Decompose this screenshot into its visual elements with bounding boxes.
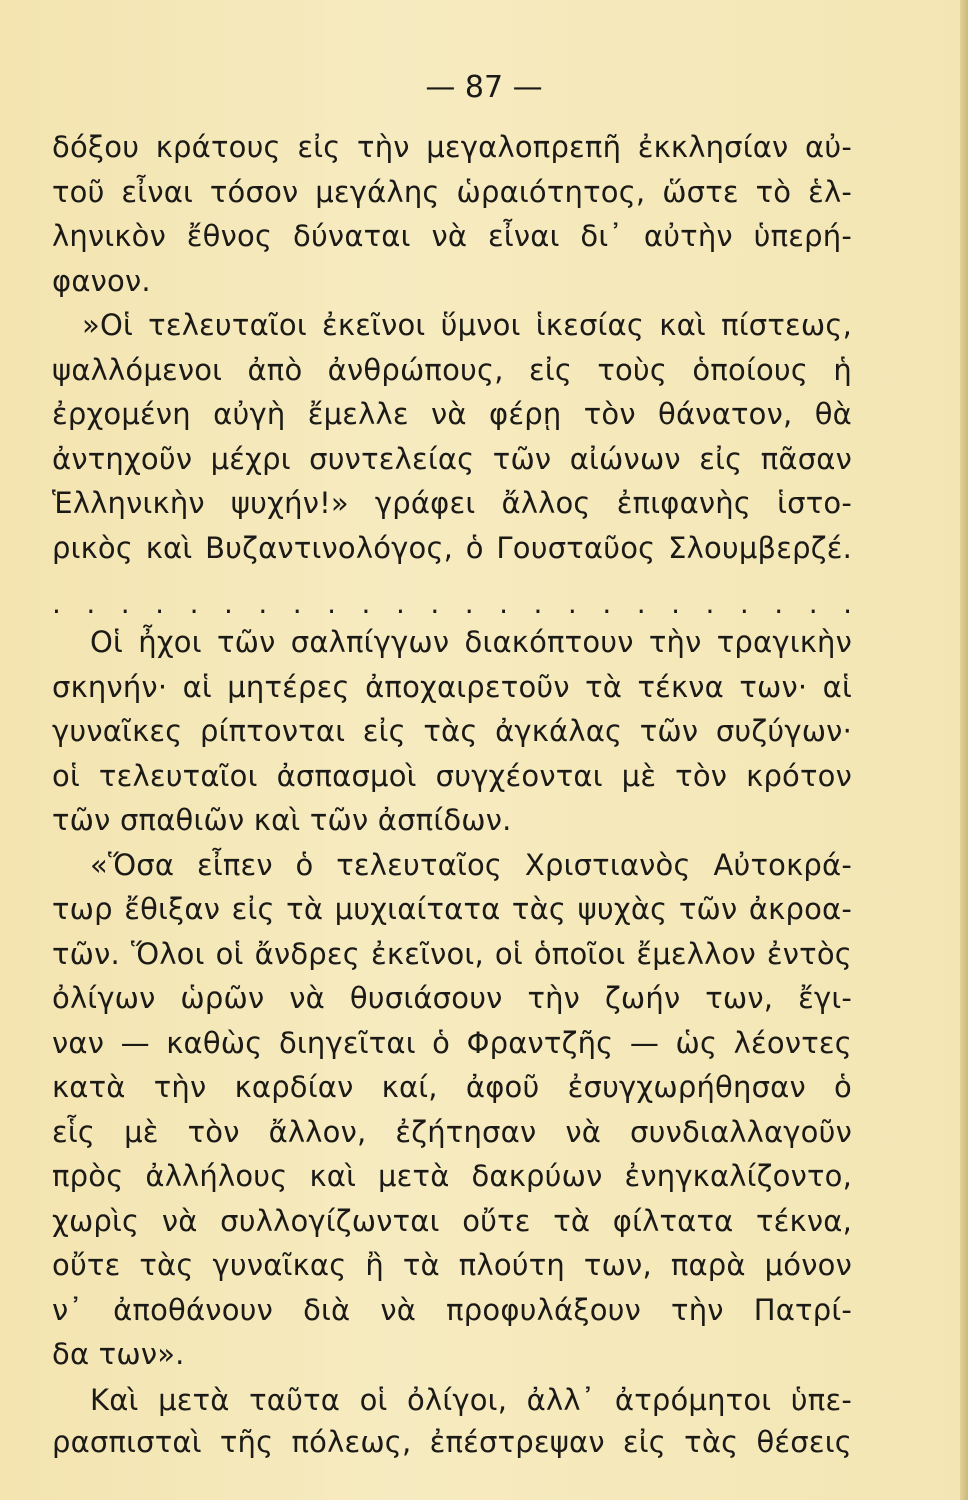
text-line: «Ὅσα εἶπεν ὁ τελευταῖος Χριστιανὸς Αὐτοκρά- — [90, 848, 852, 882]
text-line: δόξου κράτους εἰς τὴν μεγαλοπρεπῆ ἐκκλησίαν αὐ- — [52, 130, 852, 164]
text-line: φανον. — [52, 264, 151, 298]
text-line: Καὶ μετὰ ταῦτα οἱ ὀλίγοι, ἀλλ᾽ ἀτρόμητοι ὑπε- — [90, 1383, 852, 1417]
text-line: οὔτε τὰς γυναῖκας ἢ τὰ πλούτη των, παρὰ μόνον — [52, 1248, 852, 1282]
text-line: δα των». — [52, 1337, 185, 1371]
section-separator: . . . . . . . . . . . . . . . . . . . . . . . . — [52, 587, 852, 620]
text-line: Οἱ ἦχοι τῶν σαλπίγγων διακόπτουν τὴν τραγικὴν — [90, 625, 852, 659]
text-line: γυναῖκες ρίπτονται εἰς τὰς ἀγκάλας τῶν συζύγων· — [52, 714, 852, 748]
text-line: πρὸς ἀλλήλους καὶ μετὰ δακρύων ἐνηγκαλίζοντο, — [52, 1159, 852, 1193]
text-line: ὀλίγων ὡρῶν νὰ θυσιάσουν τὴν ζωήν των, ἔγι- — [52, 981, 852, 1015]
text-line: σκηνήν· αἱ μητέρες ἀποχαιρετοῦν τὰ τέκνα των· αἱ — [52, 670, 852, 704]
text-line: κατὰ τὴν καρδίαν καί, ἀφοῦ ἐσυγχωρήθησαν ὁ — [52, 1070, 852, 1104]
text-line: τῶν σπαθιῶν καὶ τῶν ἀσπίδων. — [52, 803, 512, 837]
text-line: ρασπισταὶ τῆς πόλεως, ἐπέστρεψαν εἰς τὰς θέσεις — [52, 1425, 852, 1459]
text-line: »Οἱ τελευταῖοι ἐκεῖνοι ὕμνοι ἱκεσίας καὶ πίστεως, — [82, 308, 852, 342]
text-line: ρικὸς καὶ Βυζαντινολόγος, ὁ Γουσταῦος Σλουμβερζέ. — [52, 531, 852, 565]
text-line: Ἑλληνικὴν ψυχήν!» γράφει ἄλλος ἐπιφανὴς ἱστο- — [52, 486, 852, 520]
text-line: ν᾽ ἀποθάνουν διὰ νὰ προφυλάξουν τὴν Πατρί- — [52, 1293, 852, 1327]
text-line: ψαλλόμενοι ἀπὸ ἀνθρώπους, εἰς τοὺς ὁποίους ἡ — [52, 353, 852, 387]
text-line: ἀντηχοῦν μέχρι συντελείας τῶν αἰώνων εἰς πᾶσαν — [52, 442, 852, 476]
text-line: ἐρχομένη αὐγὴ ἔμελλε νὰ φέρῃ τὸν θάνατον, θὰ — [52, 397, 852, 431]
text-line: οἱ τελευταῖοι ἀσπασμοὶ συγχέονται μὲ τὸν κρότον — [52, 759, 852, 793]
page-number: — 87 — — [425, 70, 543, 105]
text-line: τοῦ εἶναι τόσον μεγάλης ὡραιότητος, ὥστε τὸ ἑλ- — [52, 175, 852, 209]
text-line: τῶν. Ὅλοι οἱ ἄνδρες ἐκεῖνοι, οἱ ὁποῖοι ἔμελλον ἐντὸς — [52, 937, 852, 971]
page-edge — [960, 0, 968, 1500]
text-line: τωρ ἔθιξαν εἰς τὰ μυχιαίτατα τὰς ψυχὰς τῶν ἀκροα- — [52, 892, 852, 926]
text-line: ναν — καθὼς διηγεῖται ὁ Φραντζῆς — ὡς λέοντες — [52, 1026, 852, 1060]
text-line: ληνικὸν ἔθνος δύναται νὰ εἶναι δι᾽ αὐτὴν ὑπερή- — [52, 219, 852, 253]
text-line: χωρὶς νὰ συλλογίζωνται οὔτε τὰ φίλτατα τέκνα, — [52, 1204, 852, 1238]
text-line: εἷς μὲ τὸν ἄλλον, ἐζήτησαν νὰ συνδιαλλαγοῦν — [52, 1115, 852, 1149]
